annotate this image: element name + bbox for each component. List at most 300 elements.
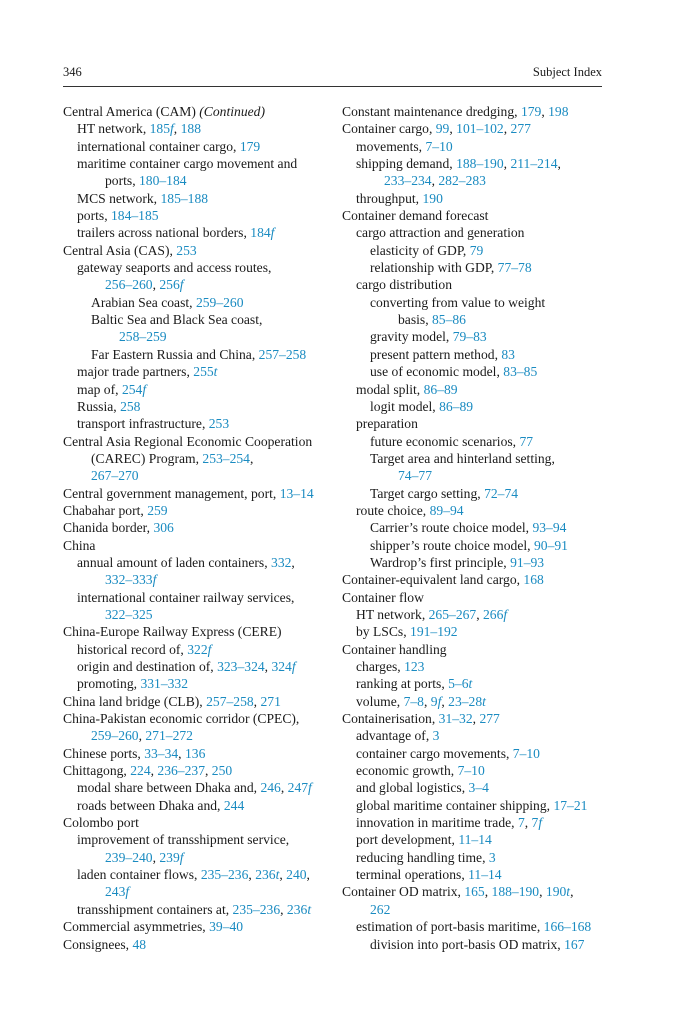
page-reference-link[interactable]: 324 [271,659,292,674]
index-subentry [356,779,614,796]
index-subentry [370,450,614,485]
page-reference-link[interactable]: 11–14 [458,832,492,848]
index-subentry [356,693,614,710]
page-reference-link[interactable]: 7 [517,815,525,831]
entry-text: promoting, [77,676,141,692]
index-subentry [77,658,335,675]
page-reference-link[interactable]: 165 [464,884,485,900]
index-subentry [356,866,614,883]
page-reference-link[interactable]: 277 [479,711,500,727]
page-reference-link[interactable]: 262 [370,901,391,917]
index-subentry [370,433,614,450]
page-reference-link[interactable]: 180–184 [138,173,187,189]
index-entry [63,693,335,710]
page-reference-link[interactable]: 123 [404,659,425,674]
header-rule [63,86,602,87]
index-entry [63,814,335,831]
entry-text: shipper’s route choice model, [370,537,534,553]
page-reference-link[interactable]: 91–93 [510,554,545,570]
entry-text: China-Pakistan economic corridor (CPEC), [63,711,300,727]
index-entry [342,641,614,658]
page-reference-link[interactable]: 211–214 [510,156,558,172]
index-subentry [77,554,335,589]
entry-text: gateway seaports and access routes, [77,260,272,276]
index-subentry [77,641,335,658]
entry-text: Commercial asymmetries, [63,919,210,935]
page-reference-link[interactable]: 48 [132,936,147,952]
index-subentry [356,831,614,848]
page-reference-link[interactable]: 323–324 [217,659,265,674]
entry-text: use of economic model, [370,364,504,380]
entry-text: converting from value to weight [370,294,546,310]
index-subentry [77,363,335,380]
page-reference-link[interactable]: 79 [469,242,484,258]
entry-text: , [476,606,483,622]
index-entry [63,433,335,485]
page-reference-link[interactable]: 185 [149,121,171,137]
entry-text: Far Eastern Russia and China, [91,346,259,362]
index-subentry [356,381,614,398]
page-reference-link[interactable]: f [170,121,174,137]
entry-text: , [291,554,295,570]
entry-text: basis, [398,312,432,328]
index-subentry [77,190,335,207]
page-reference-link[interactable]: 257–258 [258,346,307,362]
index-subentry [370,328,614,345]
page-reference-link[interactable]: 93–94 [532,520,567,536]
page-reference-link[interactable]: 332 [271,554,292,570]
page-reference-link[interactable]: f [125,884,130,900]
index-entry [63,242,335,259]
index-subentry [77,207,335,224]
page-reference-link[interactable]: 179 [239,138,261,154]
page-reference-link[interactable]: t [307,901,312,917]
page-reference-link[interactable]: 258 [120,398,141,414]
page-reference-link[interactable]: 31–32 [438,711,473,727]
entry-text: , [152,849,160,865]
page-reference-link[interactable]: 236 [286,901,308,917]
entry-text: , [138,728,146,744]
page-reference-link[interactable]: 188–190 [456,156,504,172]
entry-text: , [503,121,511,137]
page-reference-link[interactable]: 240 [286,867,307,883]
page-reference-link[interactable]: 243 [105,884,126,900]
entry-text: innovation in maritime trade, [356,815,518,831]
page-reference-link[interactable]: 224 [130,763,151,779]
entry-text: , [557,156,561,172]
index-subentry [370,242,614,259]
entry-text: preparation [356,416,418,432]
index-subentry [77,381,335,398]
page-reference-link[interactable]: 7–10 [512,745,540,761]
index-entry [63,623,335,640]
index-subentry [91,294,335,311]
page-reference-link[interactable]: 85–86 [431,312,466,328]
index-entry [63,745,335,762]
entry-text: economic growth, [356,763,458,779]
index-entry [342,571,614,588]
entry-text: terminal operations, [356,867,469,883]
page-reference-link[interactable]: 257–258 [206,693,254,709]
page-reference-link[interactable]: f [308,780,312,796]
page-reference-link[interactable]: 246 [260,780,281,796]
page-reference-link[interactable]: 233–234 [384,173,432,189]
entry-text: trailers across national borders, [77,225,251,241]
index-subentry [370,936,614,953]
entry-text: (Continued) [199,104,265,119]
entry-text: Russia, [77,398,121,414]
page-reference-link[interactable]: 259–260 [195,294,244,310]
index-subentry [91,346,335,363]
entry-text: Central Asia Regional Economic Cooperation [63,433,313,449]
entry-text: Chanida border, [63,520,154,536]
page-reference-link[interactable]: 179 [520,104,542,119]
page-reference-link[interactable]: 74–77 [398,468,432,484]
index-subentry [91,311,335,346]
entry-text: Container handling [342,641,447,657]
entry-text: division into port-basis OD matrix, [370,936,565,952]
entry-text: Central America (CAM) [63,104,200,119]
page-reference-link[interactable]: 5–6 [448,676,469,692]
entry-text: ports, [105,173,139,189]
page-reference-link[interactable]: 17–21 [553,797,588,813]
entry-text: map of, [77,381,122,397]
entry-text: , [279,867,287,883]
page-reference-link[interactable]: 7–10 [457,763,485,779]
entry-text: , [449,121,457,137]
index-subentry [370,363,614,380]
page-reference-link[interactable]: 86–89 [439,398,474,414]
index-subentry [77,138,335,155]
entry-text: volume, [356,693,404,709]
page-reference-link[interactable]: 306 [153,520,174,536]
page-reference-link[interactable]: t [566,884,571,900]
index-subentry [356,849,614,866]
entry-text: China-Europe Railway Express (CERE) [63,624,282,640]
index-subentry [356,762,614,779]
entry-text: annual amount of laden containers, [77,554,272,570]
entry-text: Target area and hinterland setting, [370,450,555,466]
index-subentry [77,589,335,624]
entry-text: , [503,156,511,172]
entry-text: China [63,537,96,553]
entry-text: transport infrastructure, [77,416,209,432]
page-reference-link[interactable]: 271 [260,693,281,709]
entry-text: , [280,901,287,917]
index-subentry [356,155,614,190]
index-subentry [370,554,614,571]
page-reference-link[interactable]: 235–236 [232,901,281,917]
page-reference-link[interactable]: f [538,815,543,831]
page-reference-link[interactable]: 277 [510,121,531,137]
entry-text: modal share between Dhaka and, [77,780,261,796]
page-reference-link[interactable]: 86–89 [423,381,458,397]
index-entry [342,207,614,224]
entry-text: by LSCs, [356,624,411,640]
page-reference-link[interactable]: 253 [208,416,230,432]
entry-text: Carrier’s route choice model, [370,520,533,536]
page-reference-link[interactable]: 77 [519,433,534,449]
index-subentry [77,901,335,918]
page-reference-link[interactable]: 188 [180,121,201,137]
index-entry [342,883,614,918]
entry-text: Central Asia (CAS), [63,242,177,258]
index-subentry [77,779,335,796]
index-entry [63,103,335,120]
entry-text: China land bridge (CLB), [63,693,207,709]
page-reference-link[interactable]: t [482,693,486,709]
entry-text: Container OD matrix, [342,884,465,900]
page-reference-link[interactable]: 79–83 [452,329,487,345]
entry-text: ranking at ports, [356,676,449,692]
index-column-right [342,103,614,953]
entry-text: , [306,867,310,883]
entry-text: Baltic Sea and Black Sea coast, [91,312,263,328]
entry-text: international container cargo, [77,138,240,154]
index-column-left [63,103,335,953]
page-reference-link[interactable]: 99 [435,121,450,137]
page-reference-link[interactable]: 282–283 [438,173,486,189]
page-reference-link[interactable]: f [152,572,157,588]
page-reference-link[interactable]: 7–8 [403,693,424,709]
index-entry [63,519,335,536]
index-entry [63,918,335,935]
page-reference-link[interactable]: 190 [422,190,443,206]
entry-text: Container flow [342,589,424,605]
page-reference-link[interactable]: 168 [523,572,544,588]
page-reference-link[interactable]: 253 [176,242,197,258]
index-subentry [356,623,614,640]
page-reference-link[interactable]: 136 [184,745,206,761]
index-subentry [370,294,614,329]
entry-text: shipping demand, [356,156,457,172]
index-subentry [77,797,335,814]
entry-text: Chabahar port, [63,502,148,518]
page-reference-link[interactable]: 188–190 [491,884,540,900]
entry-text: global maritime container shipping, [356,797,554,813]
page-reference-link[interactable]: 198 [548,104,569,119]
page-reference-link[interactable]: f [142,381,147,397]
entry-text: cargo attraction and generation [356,225,525,241]
entry-text: major trade partners, [77,364,194,380]
index-entry [63,485,335,502]
entry-text: container cargo movements, [356,745,513,761]
index-subentry [356,658,614,675]
page-reference-link[interactable]: 39–40 [209,919,244,935]
entry-text: present pattern method, [370,346,502,362]
entry-text: modal split, [356,381,424,397]
page-reference-link[interactable]: 236 [255,867,276,883]
entry-text: Colombo port [63,815,139,831]
page-reference-link[interactable]: 259–260 [91,728,139,744]
entry-text: , [423,693,431,709]
page-reference-link[interactable]: f [503,606,508,622]
page-reference-link[interactable]: 271–272 [145,728,193,744]
page-reference-link[interactable]: 235–236 [200,867,249,883]
page-reference-link[interactable]: 83 [501,346,515,362]
page-reference-link[interactable]: f [179,849,184,865]
entry-text: , [173,121,181,137]
entry-text: movements, [356,138,426,154]
page-reference-link[interactable]: 167 [564,936,585,952]
page-reference-link[interactable]: 89–94 [429,502,464,518]
page-reference-link[interactable]: f [179,277,184,293]
entry-text: Constant maintenance dredging, [342,104,521,119]
entry-text: transshipment containers at, [77,901,233,917]
index-entry [342,710,614,727]
index-subentry [77,866,335,901]
index-entry [342,589,614,606]
entry-text: MCS network, [77,190,161,206]
page-reference-link[interactable]: 3–4 [468,780,489,796]
index-subentry [370,519,614,536]
page-reference-link[interactable]: 239–240 [105,849,153,865]
page-reference-link[interactable]: 11–14 [468,867,502,883]
index-subentry [77,120,335,137]
page-reference-link[interactable]: 322–325 [105,606,153,622]
page-reference-link[interactable]: 190 [545,884,567,900]
page-reference-link[interactable]: 184 [250,225,271,241]
index-entry [63,710,335,745]
page-reference-link[interactable]: 258–259 [119,329,167,345]
entry-text: HT network, [77,121,150,137]
entry-text: reducing handling time, [356,849,489,865]
index-subentry [356,918,614,935]
entry-text: maritime container cargo movement and [77,156,298,172]
entry-text: Arabian Sea coast, [91,294,196,310]
index-subentry [356,138,614,155]
page-reference-link[interactable]: 191–192 [410,624,458,640]
index-subentry [370,346,614,363]
entry-text: , [249,450,254,466]
page-reference-link[interactable]: 23–28 [448,693,483,709]
page-reference-link[interactable]: f [437,693,442,709]
index-subentry [370,537,614,554]
entry-text: , [248,867,256,883]
page-reference-link[interactable]: 247 [287,780,309,796]
index-entry [63,537,335,554]
page-reference-link[interactable]: 331–332 [140,676,189,692]
page-reference-link[interactable]: 33–34 [144,745,179,761]
page-reference-link[interactable]: 250 [211,763,233,779]
entry-text: international container railway services, [77,589,295,605]
page-reference-link[interactable]: t [468,676,473,692]
page-reference-link[interactable]: 7–10 [425,138,453,154]
page-reference-link[interactable]: 77–78 [497,260,532,276]
page-reference-link[interactable]: 265–267 [428,606,477,622]
entry-text: , [441,693,449,709]
entry-text: route choice, [356,502,430,518]
entry-text: historical record of, [77,641,188,657]
page-reference-link[interactable]: 256–260 [105,277,153,293]
entry-text: Container demand forecast [342,208,489,224]
entry-text: gravity model, [370,329,453,345]
page-reference-link[interactable]: 7 [531,815,539,831]
page-reference-link[interactable]: f [291,659,296,674]
index-subentry [356,797,614,814]
entry-text: Central government management, port, [63,485,280,501]
page-number: 346 [63,65,82,79]
page-reference-link[interactable]: f [207,641,212,657]
page-reference-link[interactable]: 259 [147,502,168,518]
page-reference-link[interactable]: 332–333 [105,572,153,588]
index-entry [342,120,614,137]
index-subentry [370,259,614,276]
page-reference-link[interactable]: 72–74 [484,485,519,501]
running-header [63,64,602,80]
page-reference-link[interactable]: 267–270 [91,468,139,484]
entry-text: charges, [356,659,405,674]
index-subentry [356,606,614,623]
page-reference-link[interactable]: 101–102 [456,121,504,137]
page-reference-link[interactable]: 253–254 [202,450,250,466]
page-reference-link[interactable]: 322 [187,641,208,657]
index-subentry [77,155,335,190]
entry-text: ports, [77,208,111,224]
running-title: Subject Index [532,65,602,79]
page-reference-link[interactable]: 266 [483,606,504,622]
entry-text: , [152,277,160,293]
entry-text: elasticity of GDP, [370,242,470,258]
entry-text: relationship with GDP, [370,260,498,276]
index-entry [63,936,335,953]
entry-text: and global logistics, [356,780,469,796]
page-reference-link[interactable]: 256 [159,277,180,293]
page-reference-link[interactable]: 255 [193,364,214,380]
page-reference-link[interactable]: 13–14 [279,485,314,501]
entry-text: , [204,763,212,779]
entry-text: Target cargo setting, [370,485,485,501]
page-reference-link[interactable]: 254 [121,381,143,397]
page-reference-link[interactable]: f [270,225,275,241]
page-reference-link[interactable]: 83–85 [503,364,538,380]
page-reference-link[interactable]: t [213,364,218,380]
index-subentry [356,502,614,519]
index-subentry [356,675,614,692]
page-reference-link[interactable]: 185–188 [160,190,209,206]
page-reference-link[interactable]: 236–237 [157,763,205,779]
entry-text: port development, [356,832,459,848]
entry-text: , [484,884,492,900]
entry-text: , [280,780,288,796]
entry-text: logit model, [370,398,440,414]
entry-text: Containerisation, [342,711,439,727]
entry-text: , [178,745,185,761]
page-reference-link[interactable]: 184–185 [110,208,159,224]
page-reference-link[interactable]: 3 [432,728,440,744]
entry-text: , [524,815,532,831]
entry-text: cargo distribution [356,277,453,293]
index-subentry [356,415,614,432]
index-subentry [77,224,335,241]
page-reference-link[interactable]: 9 [430,693,438,709]
page-reference-link[interactable]: 239 [159,849,180,865]
page-reference-link[interactable]: 90–91 [533,537,568,553]
index-entry [63,762,335,779]
entry-text: Chittagong, [63,763,131,779]
index-subentry [356,745,614,762]
entry-text: laden container flows, [77,867,201,883]
page-reference-link[interactable]: 244 [223,797,245,813]
entry-text: Container cargo, [342,121,436,137]
page-reference-link[interactable]: 166–168 [543,919,592,935]
page-reference-link[interactable]: 3 [488,849,496,865]
page-reference-link[interactable]: t [275,867,280,883]
index-subentry [77,259,335,294]
entry-text: estimation of port-basis maritime, [356,919,544,935]
entry-text: advantage of, [356,728,433,744]
entry-text: roads between Dhaka and, [77,797,224,813]
